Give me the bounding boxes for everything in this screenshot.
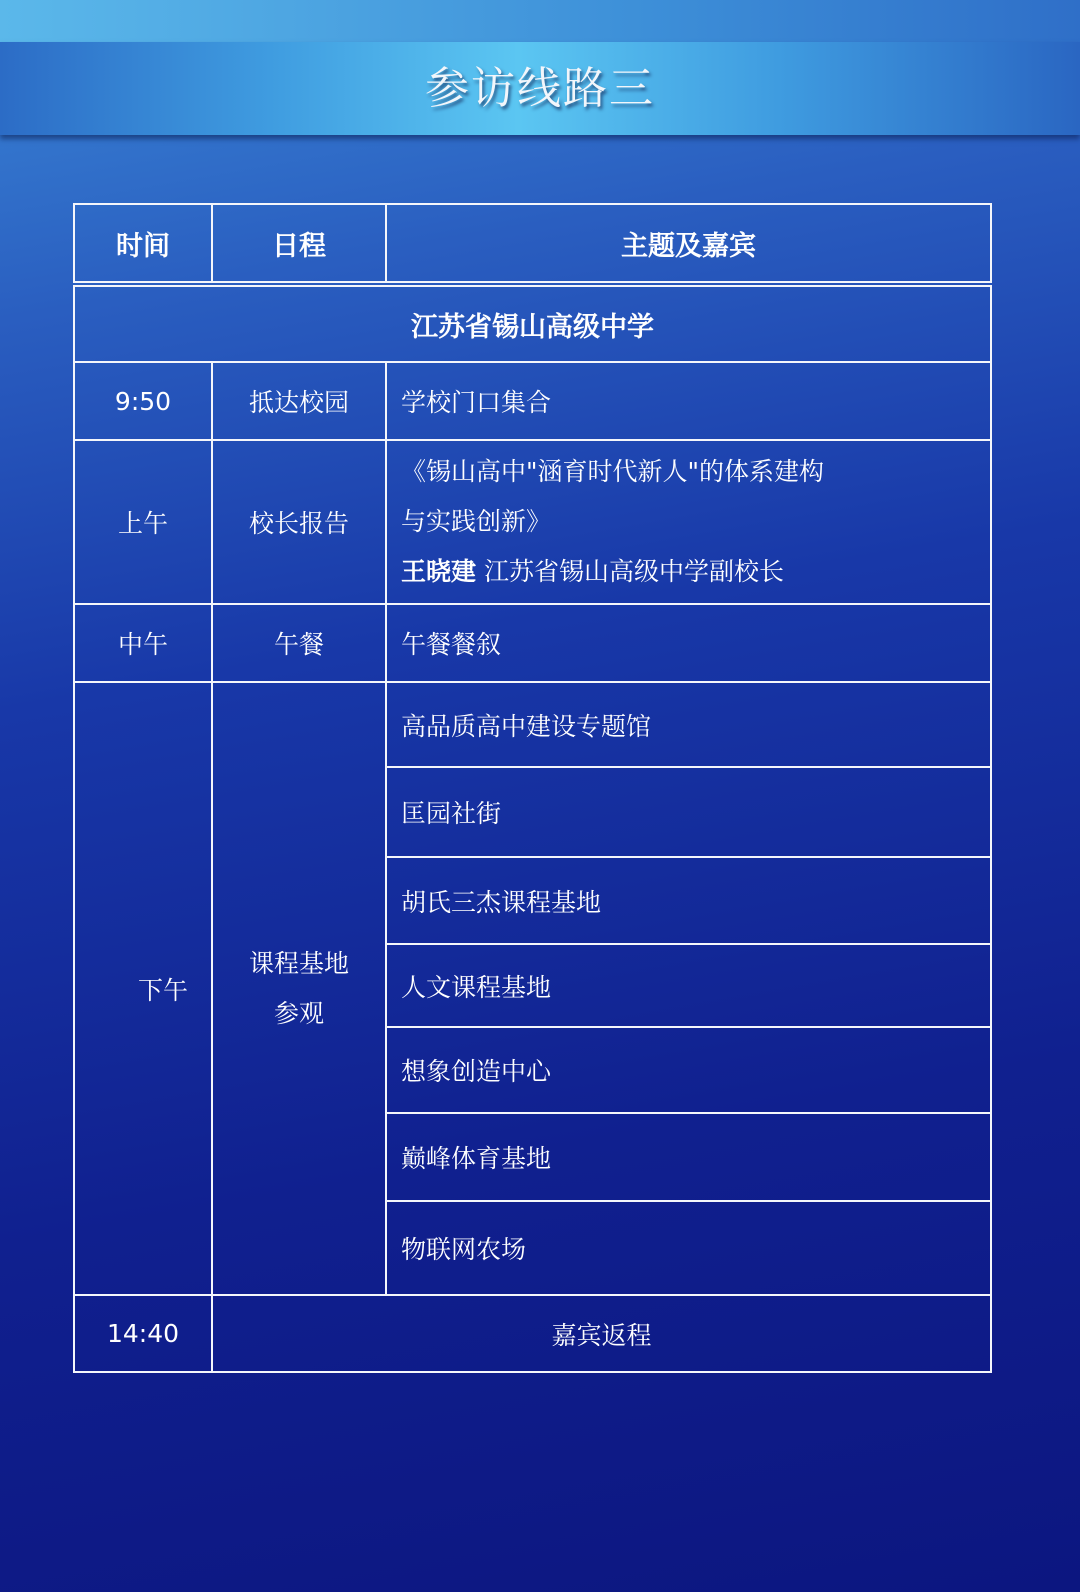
- school-row: 江苏省锡山高级中学: [73, 285, 992, 363]
- visit-site: 物联网农场: [385, 1200, 992, 1296]
- visit-schedule-line1: 课程基地: [248, 948, 349, 978]
- report-speaker: [401, 547, 784, 597]
- arrival-schedule: 抵达校园: [211, 361, 387, 441]
- return-time: 14:40: [73, 1294, 213, 1373]
- visit-site: 巅峰体育基地: [385, 1112, 992, 1202]
- header-time: 时间: [73, 203, 213, 283]
- visit-site: 匡园社街: [385, 766, 992, 858]
- speaker-name: 王晓建: [401, 557, 477, 586]
- report-topic: [385, 439, 992, 605]
- visit-site: 想象创造中心: [385, 1026, 992, 1114]
- visit-time: 下午: [73, 681, 213, 1296]
- lunch-time: 中午: [73, 603, 213, 683]
- header-topic: 主题及嘉宾: [385, 203, 992, 283]
- lunch-schedule: 午餐: [211, 603, 387, 683]
- speaker-title: 江苏省锡山高级中学副校长: [483, 557, 784, 586]
- report-title-line1: 《锡山高中"涵育时代新人"的体系建构: [401, 457, 824, 486]
- return-topic: 嘉宾返程: [211, 1294, 992, 1373]
- visit-schedule-line2: 参观: [273, 998, 324, 1028]
- arrival-time: 9:50: [73, 361, 213, 441]
- header-schedule: 日程: [211, 203, 387, 283]
- report-schedule: 校长报告: [211, 439, 387, 605]
- page-title: 参访线路三: [425, 63, 655, 114]
- report-title-line2: 与实践创新》: [401, 507, 552, 536]
- report-time: 上午: [73, 439, 213, 605]
- lunch-topic: 午餐餐叙: [385, 603, 992, 683]
- top-band: [0, 0, 1080, 42]
- visit-site: 人文课程基地: [385, 943, 992, 1028]
- visit-site: 高品质高中建设专题馆: [385, 681, 992, 768]
- visit-site: 胡氏三杰课程基地: [385, 856, 992, 945]
- arrival-topic: 学校门口集合: [385, 361, 992, 441]
- visit-schedule: [211, 681, 387, 1296]
